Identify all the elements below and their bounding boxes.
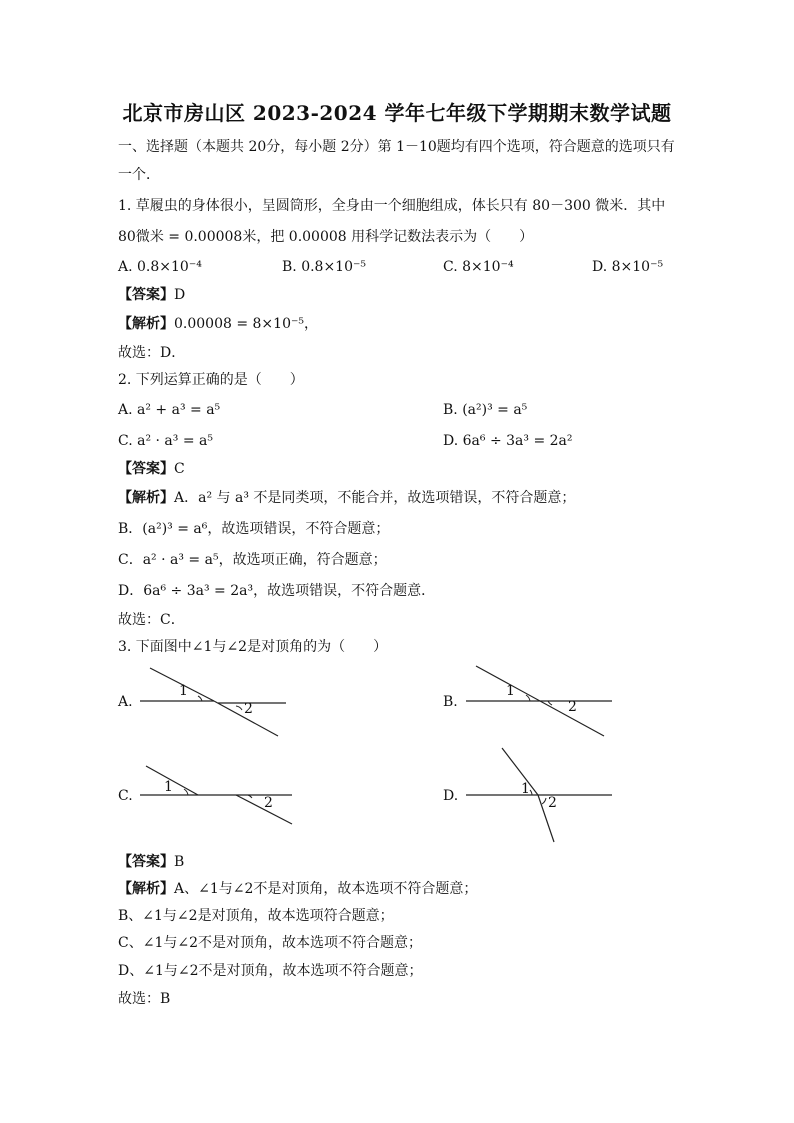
- q2-option-a: A. a² + a³ = a⁵: [118, 402, 221, 418]
- figure-d-angle-1: 1: [521, 781, 530, 797]
- q3-analysis-label: 【解析】: [118, 881, 174, 897]
- figure-d-drawing: [466, 746, 616, 846]
- q3-conclusion: 故选：B: [118, 991, 171, 1007]
- q1-stem-line-1: 1. 草履虫的身体很小，呈圆筒形，全身由一个细胞组成，体长只有 80－300 微米．其中: [118, 198, 666, 214]
- q1-answer-label: 【答案】: [118, 287, 174, 303]
- figure-a-drawing: [140, 664, 290, 739]
- q2-analysis-d: D．6a⁶ ÷ 3a³ = 2a³，故选项错误，不符合题意．: [118, 583, 436, 599]
- q2-answer-label: 【答案】: [118, 461, 174, 477]
- q2-stem: 2. 下列运算正确的是（ ）: [118, 372, 304, 388]
- q3-figure-b: [466, 664, 616, 743]
- q3-figure-d-label: D.: [443, 788, 459, 804]
- q3-figure-c-label: C.: [118, 788, 133, 804]
- q3-analysis-b: B、∠1与∠2是对顶角，故本选项符合题意；: [118, 908, 394, 924]
- q3-analysis-d: D、∠1与∠2不是对顶角，故本选项不符合题意；: [118, 963, 423, 979]
- q3-figure-d: [466, 746, 616, 850]
- q3-stem: 3. 下面图中∠1与∠2是对顶角的为（ ）: [118, 639, 388, 655]
- q3-figure-a-label: A.: [118, 694, 133, 710]
- q2-conclusion: 故选：C．: [118, 612, 185, 628]
- q1-answer-value: D: [174, 287, 186, 303]
- q2-answer: [118, 460, 185, 478]
- q3-analysis-line-a: [118, 880, 477, 898]
- q2-analysis-c: C．a² · a³ = a⁵，故选项正确，符合题意；: [118, 552, 387, 568]
- q1-option-b: B. 0.8×10⁻⁵: [282, 259, 366, 275]
- q1-analysis-label: 【解析】: [118, 316, 174, 332]
- q2-option-d: D. 6a⁶ ÷ 3a³ = 2a²: [443, 433, 573, 449]
- figure-b-angle-1: 1: [506, 683, 515, 699]
- q1-option-c: C. 8×10⁻⁴: [443, 259, 514, 275]
- q2-option-b: B. (a²)³ = a⁵: [443, 402, 528, 418]
- q1-analysis: [118, 315, 318, 333]
- q2-analysis-line-a: [118, 489, 575, 507]
- q3-answer-label: 【答案】: [118, 854, 174, 870]
- q1-option-d: D. 8×10⁻⁵: [592, 259, 664, 275]
- section-header-line-2: 一个．: [118, 167, 160, 183]
- figure-a-angle-2: 2: [244, 701, 253, 717]
- q3-figure-b-label: B.: [443, 694, 458, 710]
- q2-analysis-label: 【解析】: [118, 490, 174, 506]
- q1-stem-line-2: 80微米 = 0.00008米，把 0.00008 用科学记数法表示为（ ）: [118, 229, 534, 245]
- figure-b-drawing: [466, 664, 616, 739]
- q1-conclusion: 故选：D．: [118, 345, 186, 361]
- figure-c-angle-1: 1: [164, 779, 173, 795]
- q3-analysis-a: A、∠1与∠2不是对顶角，故本选项不符合题意；: [174, 881, 478, 897]
- q2-analysis-b: B．(a²)³ = a⁶，故选项错误，不符合题意；: [118, 521, 390, 537]
- figure-d-angle-2: 2: [548, 795, 557, 811]
- figure-b-angle-2: 2: [568, 699, 577, 715]
- q2-option-c: C. a² · a³ = a⁵: [118, 433, 213, 449]
- q1-option-a: A. 0.8×10⁻⁴: [118, 259, 202, 275]
- q2-answer-value: C: [174, 461, 185, 477]
- figure-c-angle-2: 2: [264, 795, 273, 811]
- section-header-line-1: 一、选择题（本题共 20分，每小题 2分）第 1－10题均有四个选项，符合题意的选项只有: [118, 139, 675, 155]
- figure-a-angle-1: 1: [179, 683, 188, 699]
- q3-figure-a: [140, 664, 290, 743]
- page-title: 北京市房山区 2023-2024 学年七年级下学期期末数学试题: [122, 101, 672, 125]
- q1-analysis-text: 0.00008 = 8×10⁻⁵，: [174, 316, 318, 332]
- q2-analysis-a: A．a² 与 a³ 不是同类项，不能合并，故选项错误，不符合题意；: [174, 490, 576, 506]
- q3-answer-value: B: [174, 854, 185, 870]
- q3-answer: [118, 853, 184, 871]
- q1-answer: [118, 286, 185, 304]
- q3-analysis-c: C、∠1与∠2不是对顶角，故本选项不符合题意；: [118, 935, 422, 951]
